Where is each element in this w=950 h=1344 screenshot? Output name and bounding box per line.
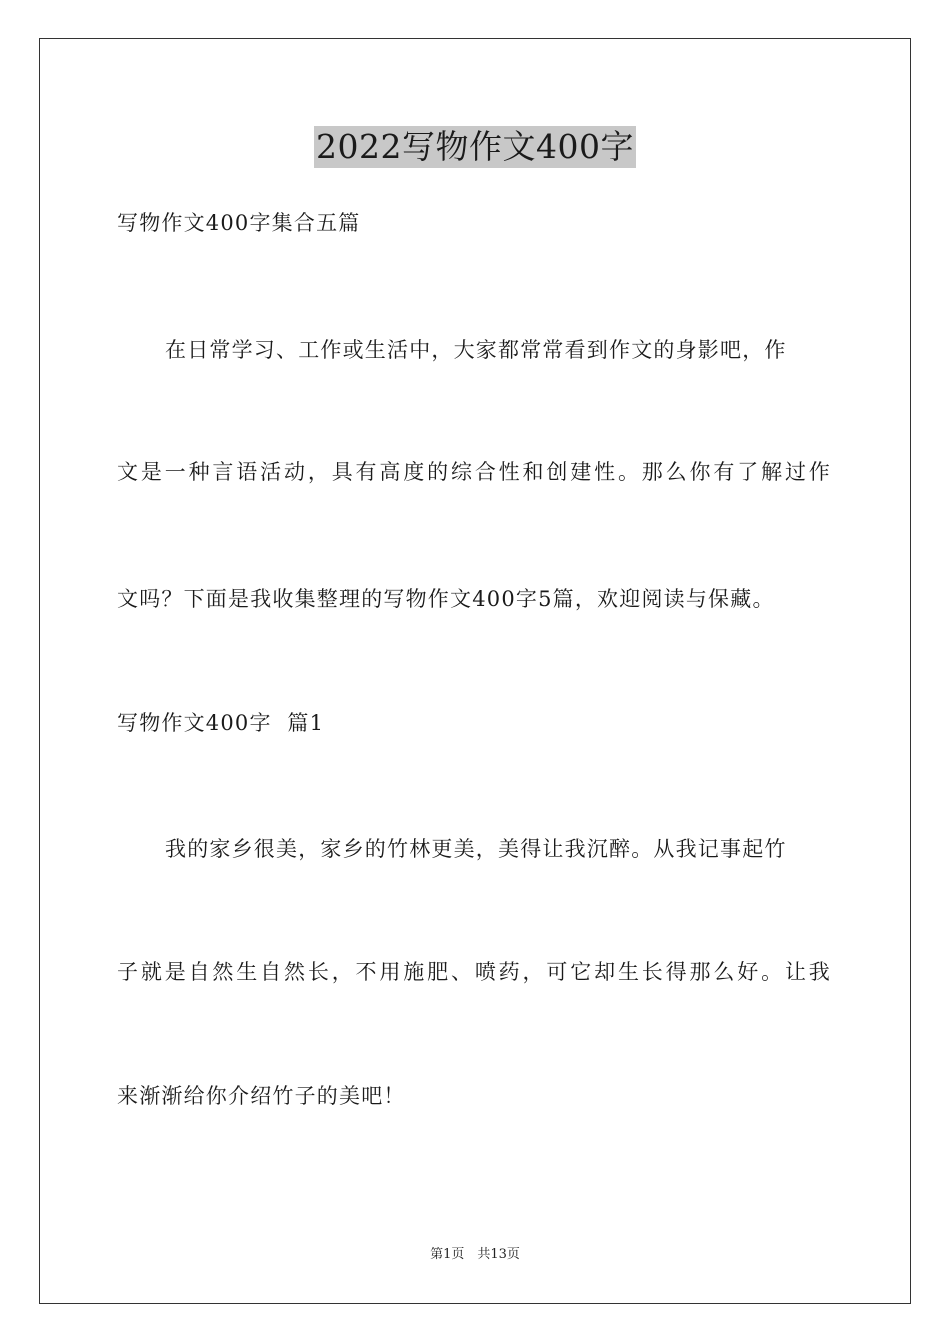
- body-line-1: 我的家乡很美，家乡的竹林更美，美得让我沉醉。从我记事起竹: [165, 837, 787, 861]
- body-line-3: 来渐渐给你介绍竹子的美吧！: [117, 1084, 406, 1108]
- page-footer: 第1页 共13页: [430, 1247, 520, 1262]
- section-heading: 写物作文400字 篇1: [117, 711, 325, 735]
- intro-line-3: 文吗？下面是我收集整理的写物作文400字5篇，欢迎阅读与保藏。: [117, 587, 775, 611]
- intro-line-1: 在日常学习、工作或生活中，大家都常常看到作文的身影吧，作: [165, 338, 787, 362]
- title-container: [0, 126, 950, 168]
- body-line-2: 子就是自然生自然长，不用施肥、喷药，可它却生长得那么好。让我: [117, 960, 831, 984]
- document-subtitle: 写物作文400字集合五篇: [117, 211, 361, 235]
- document-title: 2022写物作文400字: [316, 127, 634, 166]
- intro-line-2: 文是一种言语活动，具有高度的综合性和创建性。那么你有了解过作: [117, 460, 831, 484]
